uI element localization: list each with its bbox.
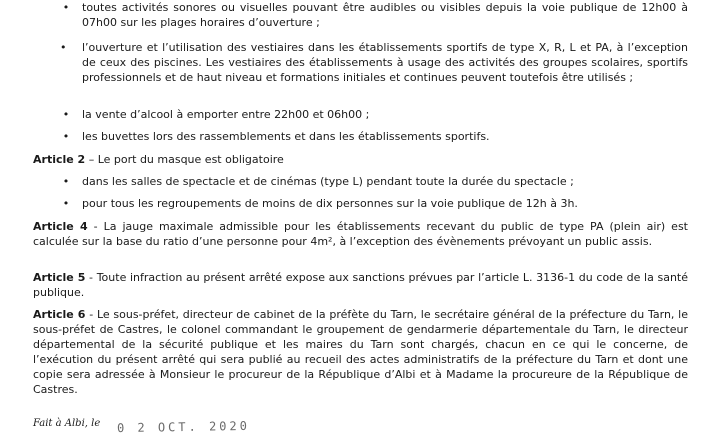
bullet-text: l’ouverture et l’utilisation des vestiaires dans les établissements sportifs de type X, R, L et PA, à l’exception de ceux des piscines. Les vestiaires des établissements à usage des activités des groupes scolaires, sportifs professionnels et de haut niveau et formations initiales et continues peuvent toutefois être utilisés ; — [82, 41, 688, 84]
bullet-dot: • — [62, 197, 70, 210]
article-4 — [33, 219, 688, 249]
article-label: Article 4 — [33, 220, 88, 233]
bullet-dot: • — [62, 175, 70, 188]
bullet-dot: • — [62, 130, 70, 143]
article-label: Article 2 — [33, 153, 86, 166]
bullet-dot: • — [62, 108, 70, 121]
list-item — [60, 174, 688, 189]
bullet-text: dans les salles de spectacle et de cinémas (type L) pendant toute la durée du spectacle ; — [82, 175, 574, 188]
bullet-text: la vente d’alcool à emporter entre 22h00 et 06h00 ; — [82, 108, 370, 121]
list-item — [60, 196, 688, 211]
bullet-text: les buvettes lors des rassemblements et dans les établissements sportifs. — [82, 130, 490, 143]
article-2 — [33, 152, 688, 167]
bullet-text: pour tous les regroupements de moins de dix personnes sur la voie publique de 12h à 3h. — [82, 197, 578, 210]
date-stamp: 0 2 OCT. 2020 — [116, 418, 251, 436]
list-item — [60, 129, 688, 144]
article-text: - Le sous-préfet, directeur de cabinet de la préfète du Tarn, le secrétaire général de la préfecture du Tarn, le sous-préfet de Castres, le colonel commandant le groupement de gendarmerie départementale du Tarn, le directeur départemental de la sécurité publique et les maires du Tarn sont chargés, chacun en ce qui le concerne, de l’exécution du présent arrêté qui sera publié au recueil des actes administratifs de la préfecture du Tarn et dont une copie sera adressée à Monsieur le procureur de la République d’Albi et à Madame la procureure de la République de Castres. — [33, 308, 689, 396]
article-text: - Toute infraction au présent arrêté expose aux sanctions prévues par l’article L. 3136-1 du code de la santé publique. — [33, 271, 689, 299]
article-text: – Le port du masque est obligatoire — [85, 153, 284, 166]
article-6 — [33, 307, 688, 397]
list-item — [60, 107, 688, 122]
bullet-dot: • — [60, 41, 67, 54]
article-label: Article 5 — [33, 271, 86, 284]
list-item — [60, 40, 688, 85]
article-text: - La jauge maximale admissible pour les établissements recevant du public de type PA (plein air) est calculée sur la base du ratio d’une personne pour 4m², à l’exception des évènements prévoyant un public assis. — [33, 220, 688, 248]
bullet-text: toutes activités sonores ou visuelles pouvant être audibles ou visibles depuis la voie publique de 12h00 à 07h00 sur les plages horaires d’ouverture ; — [82, 1, 688, 29]
article-label: Article 6 — [33, 308, 86, 321]
article-5 — [33, 270, 688, 300]
bullet-dot: • — [62, 1, 70, 14]
signature-label: Fait à Albi, le — [33, 418, 101, 429]
list-item — [60, 0, 688, 30]
